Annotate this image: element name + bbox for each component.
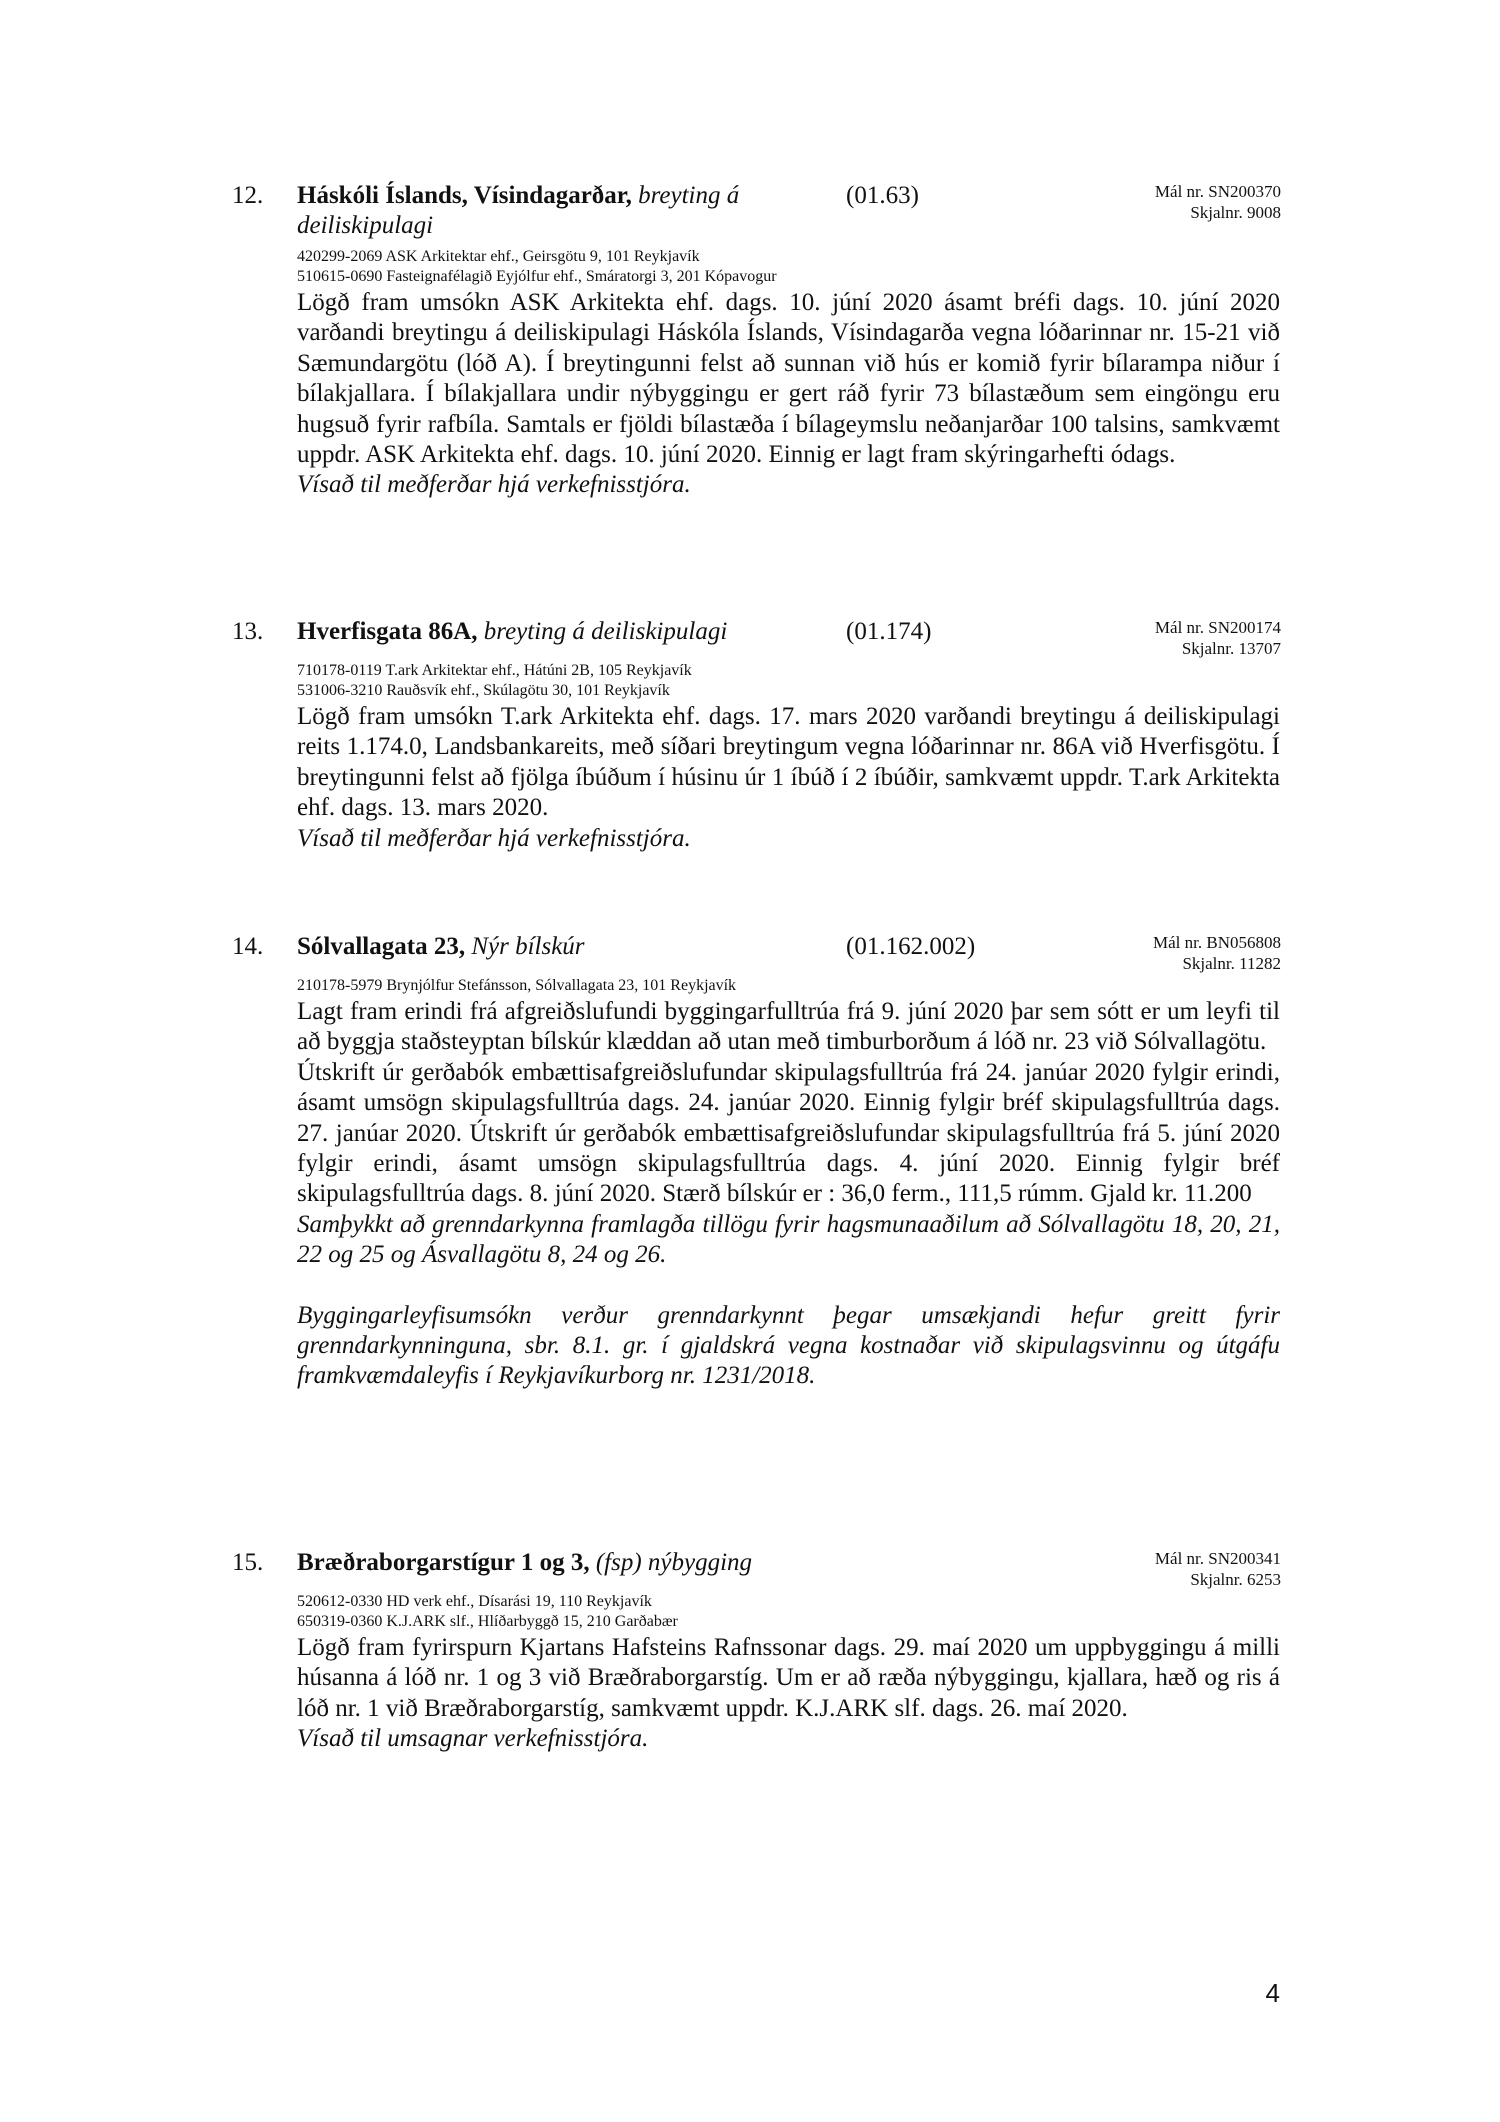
item-name: Hverfisgata 86A, [297, 618, 478, 645]
item-code: (01.174) [846, 618, 932, 645]
item-meta [1155, 617, 1281, 659]
item-text: Lagt fram erindi frá afgreiðslufundi byggingarfulltrúa frá 9. júní 2020 þar sem sótt er um leyfi til að byggja staðsteyptan bílskúr klæddan að utan með timburborðum á lóð nr. 23 við Sólvallagötu. [297, 998, 1280, 1056]
item-meta [1155, 1548, 1281, 1590]
item-number: 14. [232, 933, 264, 960]
applicants [297, 661, 692, 701]
item-decision: Vísað til meðferðar hjá verkefnisstjóra. [297, 824, 691, 852]
skjalnr: Skjalnr. 13707 [1181, 639, 1281, 658]
applicant: 531006-3210 Rauðsvík ehf., Skúlagötu 30, 101 Reykjavík [297, 682, 670, 699]
applicant: 510615-0690 Fasteignafélagið Eyjólfur ehf., Smáratorgi 3, 201 Kópavogur [297, 268, 777, 285]
item-title [297, 1548, 752, 1578]
item-body [297, 702, 1280, 854]
item-decision: Vísað til umsagnar verkefnisstjóra. [297, 1725, 649, 1753]
item-body [297, 288, 1280, 501]
applicant: 210178-5979 Brynjólfur Stefánsson, Sólvallagata 23, 101 Reykjavík [297, 977, 737, 994]
item-body [297, 1633, 1280, 1755]
item-title [297, 617, 727, 647]
item-text: Lögð fram fyrirspurn Kjartans Hafsteins Rafnssonar dags. 29. maí 2020 um uppbyggingu á milli húsanna á lóð nr. 1 og 3 við Bræðraborgarstíg. Um er að ræða nýbyggingu, kjallara, hæð og ris á lóð nr. 1 við Bræðraborgarstíg, samkvæmt uppdr. K.J.ARK slf. dags. 26. maí 2020. [297, 1634, 1280, 1722]
mal-nr: Mál nr. SN200174 [1154, 618, 1281, 637]
applicants [297, 247, 777, 287]
item-text-2: Útskrift úr gerðabók embættisafgreiðslufundar skipulagsfulltrúa frá 24. janúar 2020 fylgir erindi, ásamt umsögn skipulagsfulltrúa dags. 24. janúar 2020. Einnig fylgir bréf skipulagsfulltrúa dags. 27. janúar 2020. Útskrift úr gerðabók embættisafgreiðslufundar skipulagsfulltrúa frá 5. júní 2020 fylgir erindi, ásamt umsögn skipulagsfulltrúa dags. 4. júní 2020. Einnig fylgir bréf skipulagsfulltrúa dags. 8. júní 2020. Stærð bílskúr er : 36,0 ferm., 111,5 rúmm. Gjald kr. 11.200 [297, 1058, 1280, 1208]
applicant: 420299-2069 ASK Arkitektar ehf., Geirsgötu 9, 101 Reykjavík [297, 248, 700, 265]
item-name: Háskóli Íslands, Vísindagarðar, [297, 182, 632, 209]
applicant: 520612-0330 HD verk ehf., Dísarási 19, 110 Reykjavík [297, 1593, 652, 1610]
mal-nr: Mál nr. BN056808 [1153, 933, 1281, 952]
item-meta [1153, 932, 1281, 974]
item-subtitle-cont: deiliskipulagi [297, 212, 434, 239]
item-title [297, 181, 739, 241]
item-meta [1155, 181, 1281, 223]
item-number: 15. [232, 1549, 264, 1576]
item-code: (01.162.002) [846, 933, 976, 960]
item-text: Lögð fram umsókn ASK Arkitekta ehf. dags. 10. júní 2020 ásamt bréfi dags. 10. júní 2020 varðandi breytingu á deiliskipulagi Háskóla Íslands, Vísindagarða vegna lóðarinnar nr. 15-21 við Sæmundargötu (lóð A). Í breytingunni felst að sunnan við hús er komið fyrir bílarampa niður í bílakjallara. Í bílakjallara undir nýbyggingu er gert ráð fyrir 73 bílastæðum sem eingöngu eru hugsuð fyrir rafbíla. Samtals er fjöldi bílastæða í bílageymslu neðanjarðar 100 talsins, samkvæmt uppdr. ASK Arkitekta ehf. dags. 10. júní 2020. Einnig er lagt fram skýringarhefti ódags. [297, 289, 1280, 469]
item-subtitle: breyting á [638, 182, 740, 209]
item-number: 13. [232, 618, 264, 645]
item-decision: Vísað til meðferðar hjá verkefnisstjóra. [297, 471, 691, 499]
skjalnr: Skjalnr. 6253 [1190, 1570, 1281, 1589]
item-name: Bræðraborgarstígur 1 og 3, [297, 1549, 590, 1576]
skjalnr: Skjalnr. 9008 [1190, 203, 1281, 222]
item-body [297, 997, 1280, 1392]
item-decision: Samþykkt að grenndarkynna framlagða tillögu fyrir hagsmunaaðilum að Sólvallagötu 18, 20, 21, 22 og 25 og Ásvallagötu 8, 24 og 26. [297, 1210, 1280, 1269]
applicants [297, 1592, 678, 1632]
item-subtitle: (fsp) nýbygging [595, 1549, 753, 1576]
item-decision-2: Byggingarleyfisumsókn verður grenndarkynnt þegar umsækjandi hefur greitt fyrir grenndarkynninguna, sbr. 8.1. gr. í gjaldskrá vegna kostnaðar við skipulagsvinnu og útgáfu framkvæmdaleyfis í Reykjavíkurborg nr. 1231/2018. [297, 1301, 1280, 1390]
applicant: 650319-0360 K.J.ARK slf., Hlíðarbyggð 15, 210 Garðabær [297, 1613, 678, 1630]
mal-nr: Mál nr. SN200341 [1154, 1549, 1281, 1568]
applicants [297, 976, 736, 996]
item-name: Sólvallagata 23, [297, 933, 466, 960]
item-subtitle: Nýr bílskúr [471, 933, 585, 960]
item-code: (01.63) [846, 182, 919, 209]
skjalnr: Skjalnr. 11282 [1182, 954, 1281, 973]
item-subtitle: breyting á deiliskipulagi [483, 618, 728, 645]
page-number: 4 [1265, 1978, 1280, 2008]
item-text: Lögð fram umsókn T.ark Arkitekta ehf. dags. 17. mars 2020 varðandi breytingu á deiliskipulagi reits 1.174.0, Landsbankareits, með síðari breytingum vegna lóðarinnar nr. 86A við Hverfisgötu. Í breytingunni felst að fjölga íbúðum í húsinu úr 1 íbúð í 2 íbúðir, samkvæmt uppdr. T.ark Arkitekta ehf. dags. 13. mars 2020. [297, 703, 1280, 822]
applicant: 710178-0119 T.ark Arkitektar ehf., Hátúni 2B, 105 Reykjavík [297, 662, 692, 679]
mal-nr: Mál nr. SN200370 [1154, 182, 1281, 201]
item-title [297, 932, 585, 962]
item-number: 12. [232, 182, 264, 209]
